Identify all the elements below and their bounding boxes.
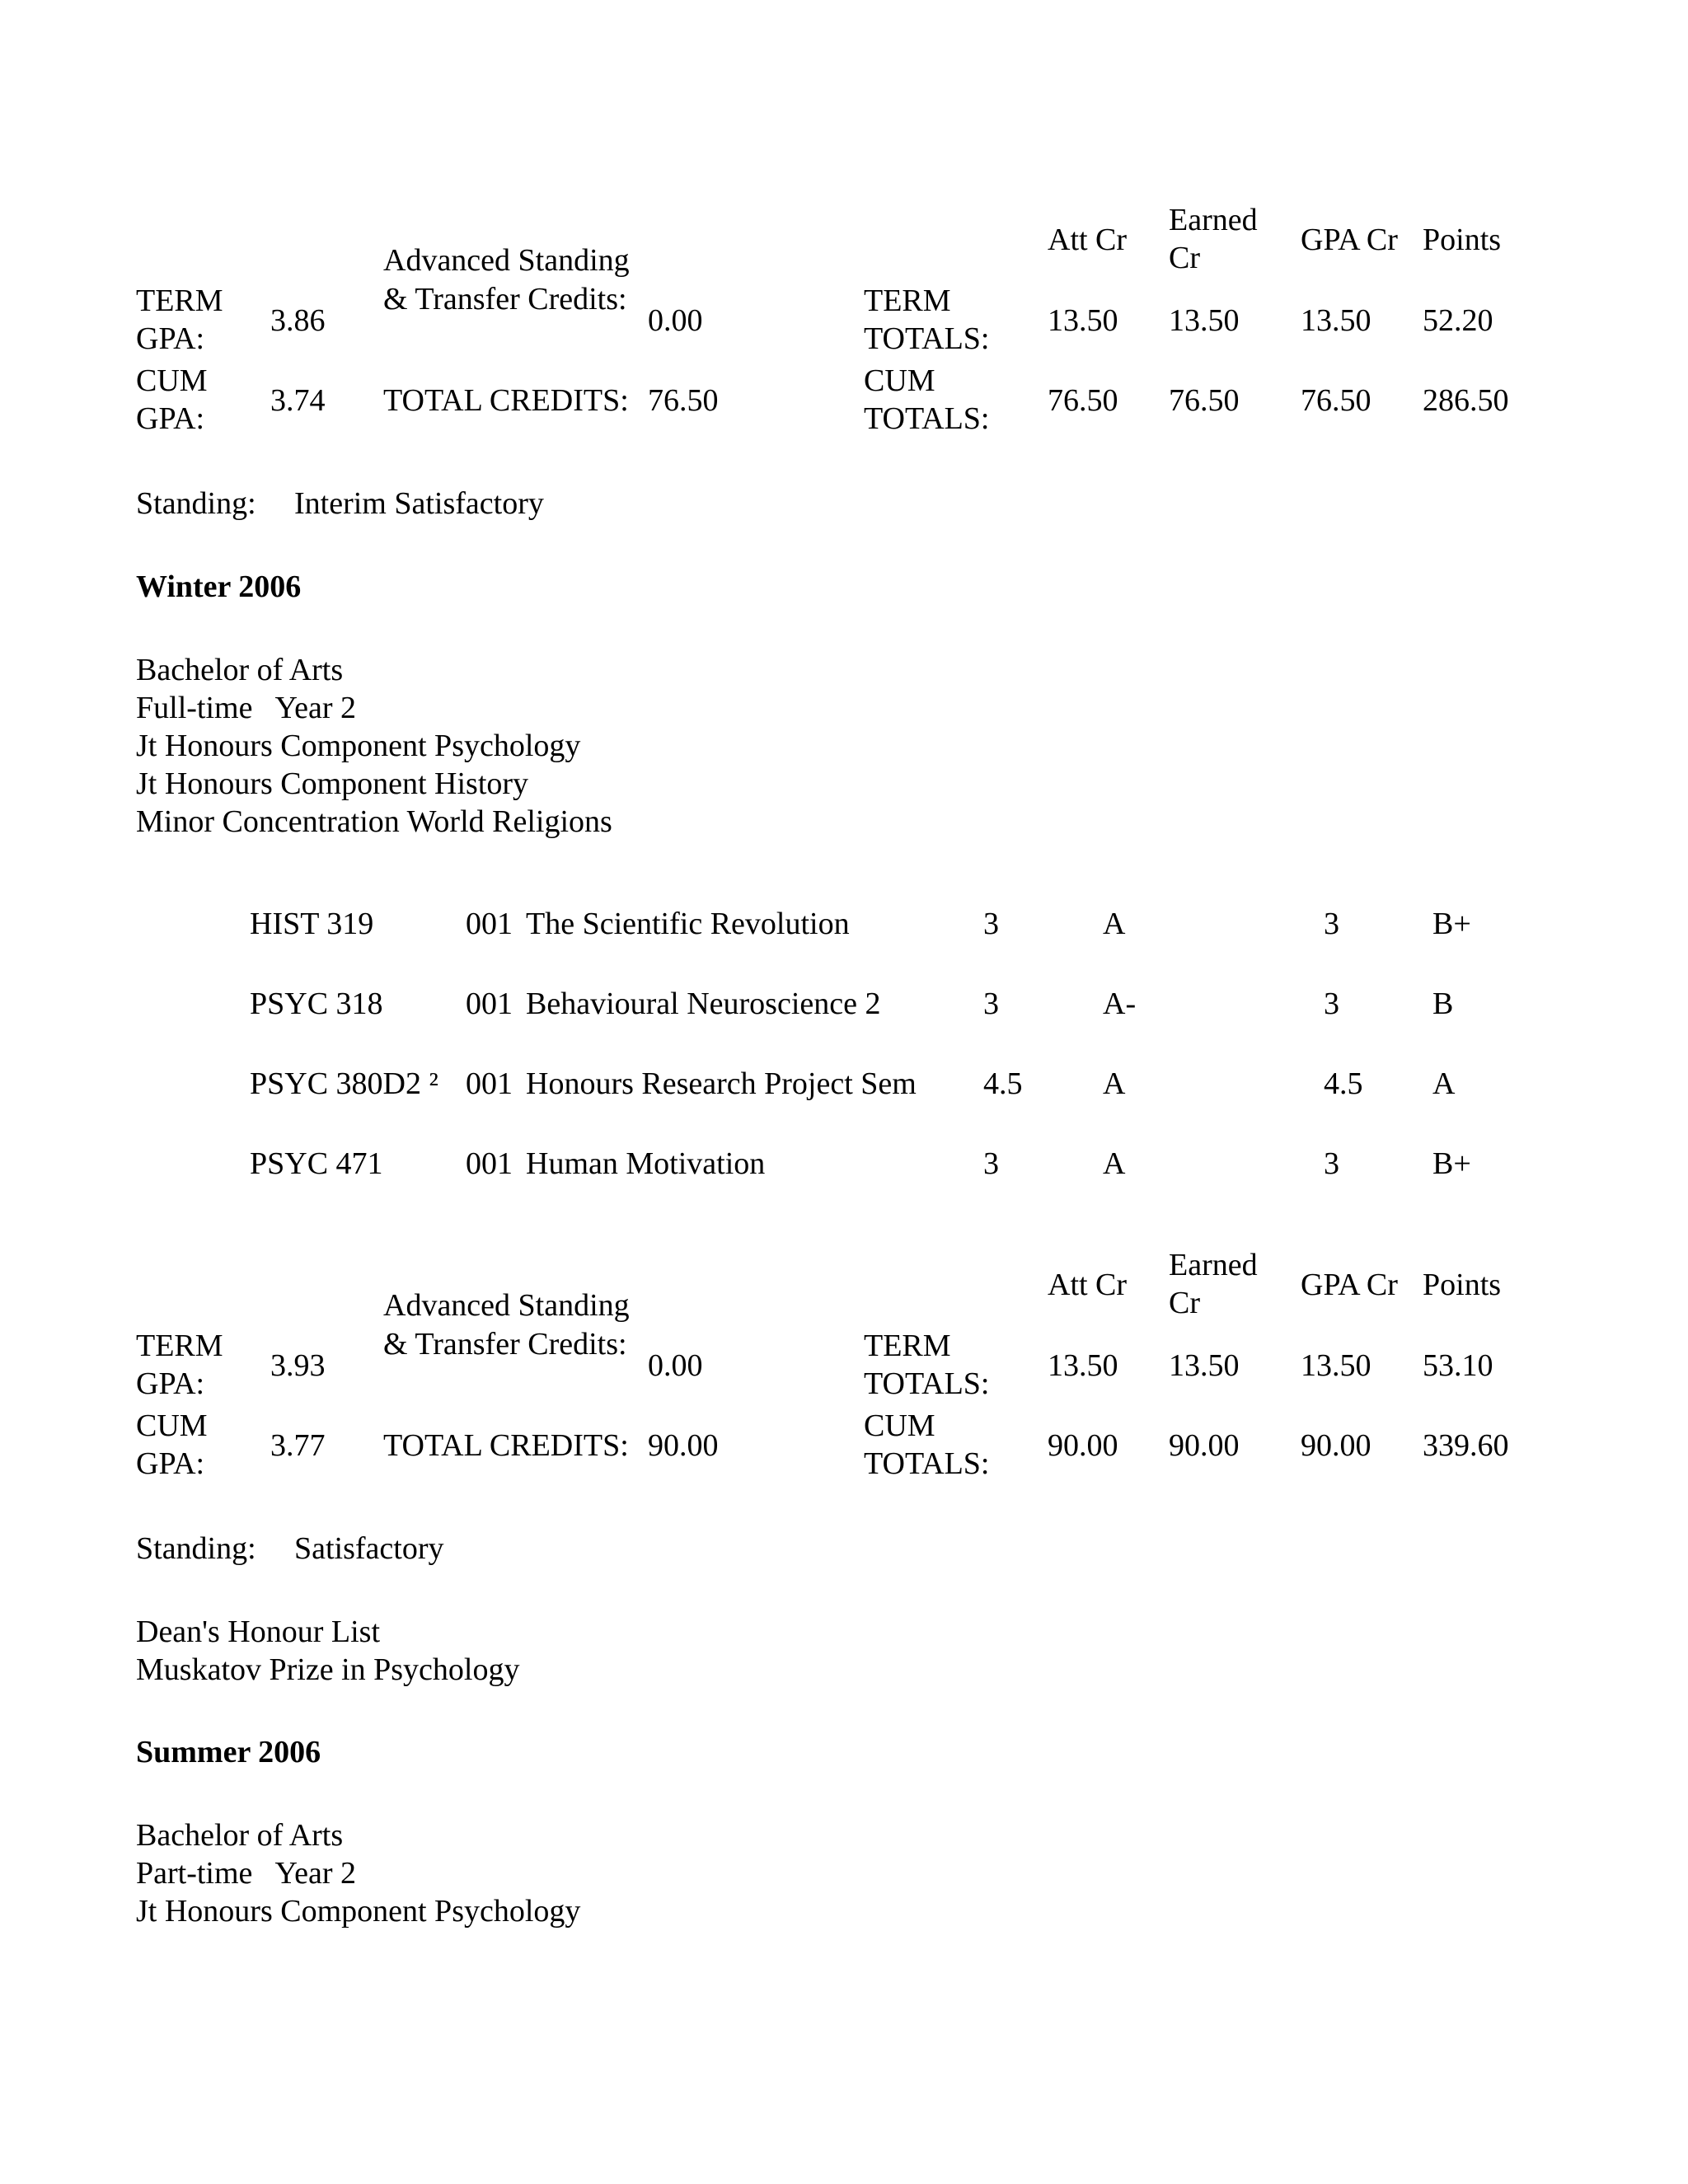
program-line: Part-time Year 2 xyxy=(136,1856,357,1891)
transfer-credits-label: & Transfer Credits: xyxy=(383,282,627,316)
total-credits-value: 90.00 xyxy=(648,1428,719,1463)
term-totals-label-line2: TOTALS: xyxy=(864,1366,990,1401)
course-section: 001 xyxy=(466,1066,513,1101)
term-gpa-label-line1: TERM xyxy=(136,284,223,318)
term-att-cr: 13.50 xyxy=(1048,303,1118,338)
term-heading-winter-2006: Winter 2006 xyxy=(136,569,302,604)
course-section: 001 xyxy=(466,1146,513,1181)
header-earned-cr-line2: Cr xyxy=(1169,241,1200,275)
course-title: The Scientific Revolution xyxy=(526,907,850,941)
term-gpa-value: 3.86 xyxy=(270,303,326,338)
header-earned-cr-line1: Earned xyxy=(1169,203,1258,237)
term-totals-label-line1: TERM xyxy=(864,284,951,318)
course-credits: 3 xyxy=(983,907,999,941)
term-totals-label-line2: TOTALS: xyxy=(864,321,990,356)
cum-gpa-label-line2: GPA: xyxy=(136,401,205,436)
cum-gpa-label-line1: CUM xyxy=(136,363,208,398)
course-grade: A xyxy=(1103,907,1126,941)
course-credits-earned: 3 xyxy=(1324,907,1339,941)
term-totals-label-line1: TERM xyxy=(864,1329,951,1363)
program-info-winter xyxy=(136,651,612,841)
term-gpa-value: 3.93 xyxy=(270,1348,326,1383)
course-credits: 3 xyxy=(983,987,999,1021)
program-line: Bachelor of Arts xyxy=(136,1818,344,1853)
cum-att-cr: 90.00 xyxy=(1048,1428,1118,1463)
header-earned-cr-line1: Earned xyxy=(1169,1248,1258,1282)
term-gpa-cr: 13.50 xyxy=(1301,303,1372,338)
course-credits-earned: 3 xyxy=(1324,1146,1339,1181)
term-gpa-label-line1: TERM xyxy=(136,1329,223,1363)
course-credits-earned: 3 xyxy=(1324,987,1339,1021)
honour-item: Muskatov Prize in Psychology xyxy=(136,1652,520,1687)
course-title: Honours Research Project Sem xyxy=(526,1066,917,1101)
course-class-average: B xyxy=(1432,987,1454,1021)
course-class-average: A xyxy=(1432,1066,1456,1101)
term-earned-cr: 13.50 xyxy=(1169,303,1240,338)
course-class-average: B+ xyxy=(1432,1146,1471,1181)
standing-value: Interim Satisfactory xyxy=(294,486,544,521)
header-points: Points xyxy=(1423,1268,1502,1302)
header-att-cr: Att Cr xyxy=(1048,1268,1128,1302)
term-heading-summer-2006: Summer 2006 xyxy=(136,1735,321,1769)
program-line: Bachelor of Arts xyxy=(136,653,344,687)
program-line: Minor Concentration World Religions xyxy=(136,804,612,839)
course-credits-earned: 4.5 xyxy=(1324,1066,1363,1101)
total-credits-value: 76.50 xyxy=(648,383,719,418)
program-info-summer xyxy=(136,1816,580,1930)
honour-item: Dean's Honour List xyxy=(136,1615,381,1649)
cum-totals-label-line2: TOTALS: xyxy=(864,1446,990,1481)
cum-totals-label-line1: CUM xyxy=(864,363,935,398)
honours-list xyxy=(136,1613,519,1689)
term-gpa-label-line2: GPA: xyxy=(136,321,205,356)
header-advanced-standing: Advanced Standing xyxy=(383,243,630,278)
course-credits: 3 xyxy=(983,1146,999,1181)
header-att-cr: Att Cr xyxy=(1048,223,1128,257)
course-section: 001 xyxy=(466,907,513,941)
cum-earned-cr: 76.50 xyxy=(1169,383,1240,418)
cum-totals-label-line1: CUM xyxy=(864,1408,935,1443)
course-section: 001 xyxy=(466,987,513,1021)
cum-gpa-value: 3.74 xyxy=(270,383,326,418)
course-class-average: B+ xyxy=(1432,907,1471,941)
cum-gpa-cr: 90.00 xyxy=(1301,1428,1372,1463)
course-title: Human Motivation xyxy=(526,1146,766,1181)
program-line: Full-time Year 2 xyxy=(136,691,357,725)
term-earned-cr: 13.50 xyxy=(1169,1348,1240,1383)
standing-label: Standing: xyxy=(136,486,256,521)
cum-points: 286.50 xyxy=(1423,383,1509,418)
course-code: HIST 319 xyxy=(250,907,374,941)
standing-label: Standing: xyxy=(136,1531,256,1566)
course-credits: 4.5 xyxy=(983,1066,1023,1101)
term-att-cr: 13.50 xyxy=(1048,1348,1118,1383)
program-line: Jt Honours Component Psychology xyxy=(136,729,581,763)
cum-gpa-value: 3.77 xyxy=(270,1428,326,1463)
term-points: 53.10 xyxy=(1423,1348,1493,1383)
cum-gpa-cr: 76.50 xyxy=(1301,383,1372,418)
total-credits-label: TOTAL CREDITS: xyxy=(383,383,629,418)
transfer-credits-label: & Transfer Credits: xyxy=(383,1327,627,1361)
cum-gpa-label-line1: CUM xyxy=(136,1408,208,1443)
transfer-credits-value: 0.00 xyxy=(648,303,703,338)
program-line: Jt Honours Component History xyxy=(136,766,529,801)
header-points: Points xyxy=(1423,223,1502,257)
course-title: Behavioural Neuroscience 2 xyxy=(526,987,881,1021)
total-credits-label: TOTAL CREDITS: xyxy=(383,1428,629,1463)
cum-att-cr: 76.50 xyxy=(1048,383,1118,418)
term-points: 52.20 xyxy=(1423,303,1493,338)
header-gpa-cr: GPA Cr xyxy=(1301,223,1398,257)
term-gpa-cr: 13.50 xyxy=(1301,1348,1372,1383)
course-grade: A xyxy=(1103,1146,1126,1181)
header-earned-cr-line2: Cr xyxy=(1169,1286,1200,1320)
course-code: PSYC 318 xyxy=(250,987,383,1021)
cum-gpa-label-line2: GPA: xyxy=(136,1446,205,1481)
course-code: PSYC 471 xyxy=(250,1146,383,1181)
header-gpa-cr: GPA Cr xyxy=(1301,1268,1398,1302)
cum-totals-label-line2: TOTALS: xyxy=(864,401,990,436)
program-line: Jt Honours Component Psychology xyxy=(136,1894,581,1929)
course-grade: A- xyxy=(1103,987,1137,1021)
term-gpa-label-line2: GPA: xyxy=(136,1366,205,1401)
transfer-credits-value: 0.00 xyxy=(648,1348,703,1383)
standing-value: Satisfactory xyxy=(294,1531,444,1566)
course-code: PSYC 380D2 ² xyxy=(250,1066,438,1101)
cum-points: 339.60 xyxy=(1423,1428,1509,1463)
header-advanced-standing: Advanced Standing xyxy=(383,1288,630,1323)
cum-earned-cr: 90.00 xyxy=(1169,1428,1240,1463)
course-grade: A xyxy=(1103,1066,1126,1101)
